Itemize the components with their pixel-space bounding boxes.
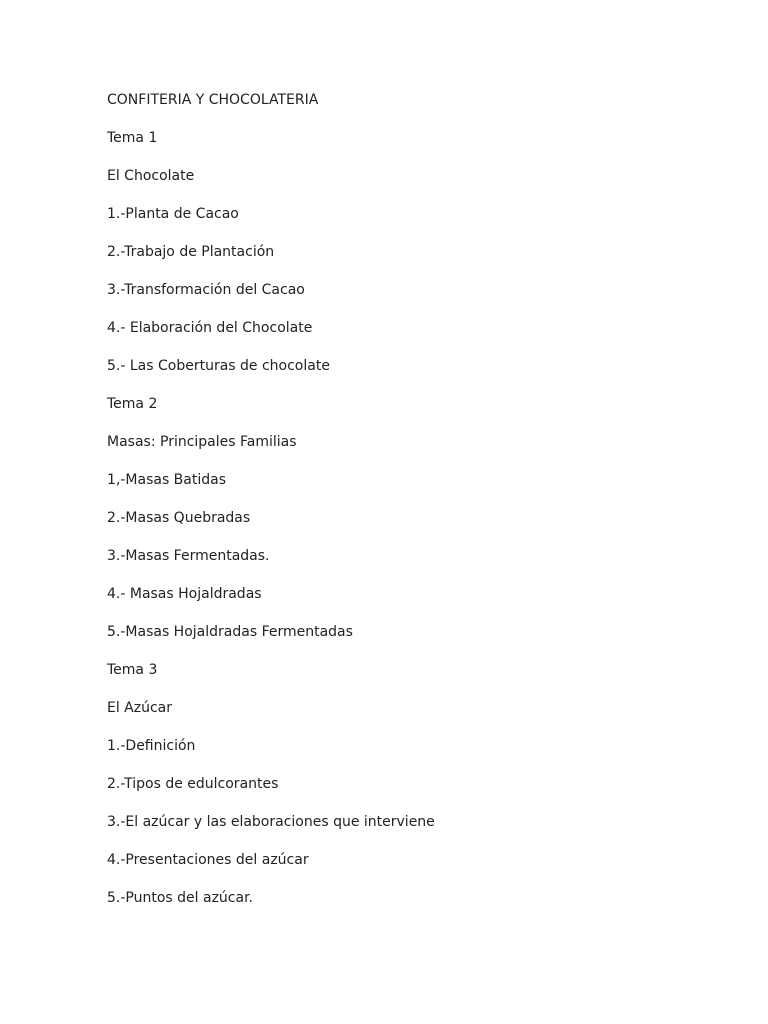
list-item: 4.- Masas Hojaldradas (107, 586, 262, 602)
list-item: 5.-Puntos del azúcar. (107, 890, 253, 906)
list-item: 1.-Definición (107, 738, 196, 754)
section-subtitle: El Chocolate (107, 168, 195, 184)
list-item: 4.- Elaboración del Chocolate (107, 320, 313, 336)
document-title: CONFITERIA Y CHOCOLATERIA (107, 92, 319, 108)
list-item: 1.-Planta de Cacao (107, 206, 239, 222)
list-item: 1,-Masas Batidas (107, 472, 227, 488)
list-item: 2.-Tipos de edulcorantes (107, 776, 279, 792)
list-item: 5.- Las Coberturas de chocolate (107, 358, 330, 374)
list-item: 3.-Transformación del Cacao (107, 282, 305, 298)
document-text (107, 90, 435, 926)
list-item: 3.-Masas Fermentadas. (107, 548, 270, 564)
section-subtitle: Masas: Principales Familias (107, 434, 297, 450)
section-heading: Tema 1 (107, 130, 158, 146)
list-item: 3.-El azúcar y las elaboraciones que interviene (107, 814, 435, 830)
list-item: 5.-Masas Hojaldradas Fermentadas (107, 624, 353, 640)
section-heading: Tema 3 (107, 662, 158, 678)
list-item: 2.-Trabajo de Plantación (107, 244, 275, 260)
section-subtitle: El Azúcar (107, 700, 173, 716)
section-heading: Tema 2 (107, 396, 158, 412)
list-item: 4.-Presentaciones del azúcar (107, 852, 309, 868)
list-item: 2.-Masas Quebradas (107, 510, 251, 526)
